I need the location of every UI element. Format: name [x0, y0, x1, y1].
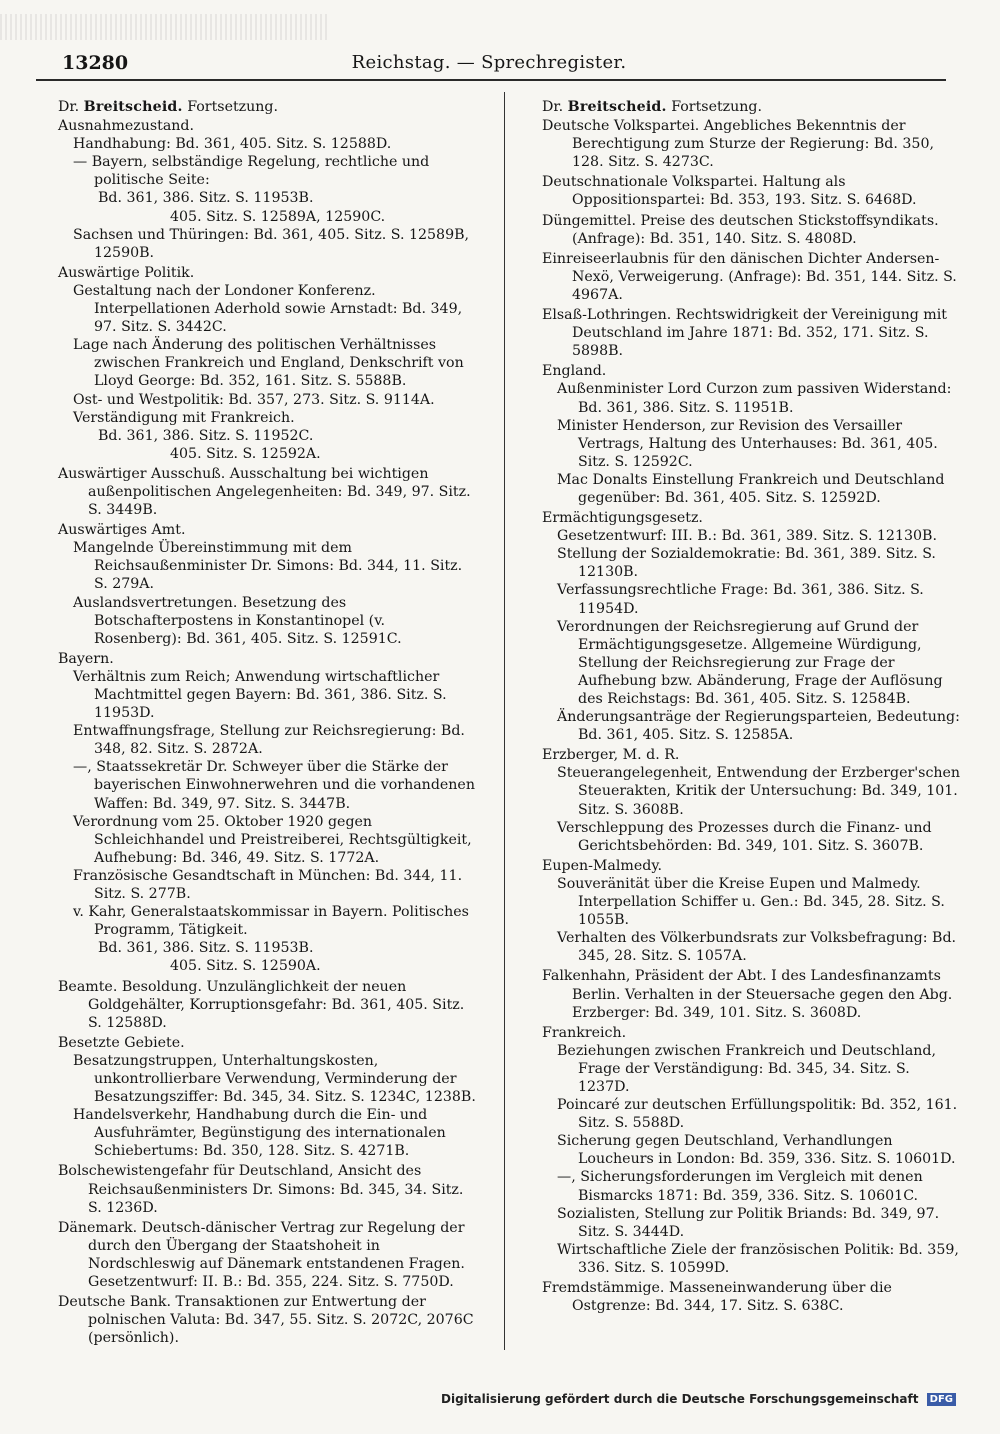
register-entry	[542, 857, 964, 966]
subentry-line: Handelsverkehr, Handhabung durch die Ein- und Ausfuhrämter, Begünstigung des internationalen Schiebertums: Bd. 350, 128. Sitz. S. 4271B.	[73, 1107, 446, 1160]
register-entry	[542, 306, 964, 360]
register-entry	[58, 1293, 476, 1347]
entry-keyword: Dänemark. Deutsch-dänischer Vertrag zur Regelung der durch den Übergang der Staatshoheit in Nordschleswig auf Dänemark entstandenen Fragen. Gesetzentwurf: II. B.: Bd. 355, 224. Sitz. S. 7750D.	[58, 1219, 465, 1290]
entry-keyword: Frankreich.	[542, 1024, 627, 1041]
subentry-line: —, Staatssekretär Dr. Schweyer über die Stärke der bayerischen Einwohnerwehren und die vorhandenen Waffen: Bd. 349, 97. Sitz. S. 3447B.	[73, 759, 475, 812]
register-entry	[58, 1162, 476, 1216]
continuation-note: Fortsetzung.	[671, 99, 763, 115]
entry-keyword: Deutschnationale Volkspartei. Haltung als Oppositionspartei: Bd. 353, 193. Sitz. S. 6468D.	[542, 174, 917, 209]
register-entry	[58, 978, 476, 1032]
citation-line: 405. Sitz. S. 12592A.	[170, 445, 321, 462]
column-divider	[504, 92, 505, 1350]
subentry-line: Poincaré zur deutschen Erfüllungspolitik: Bd. 352, 161. Sitz. S. 5588D.	[557, 1097, 958, 1132]
name-prefix: Dr.	[542, 99, 564, 115]
register-entry	[58, 1219, 476, 1291]
subentry-line: Minister Henderson, zur Revision des Versailler Vertrags, Haltung des Unterhauses: Bd. 361, 405. Sitz. S. 12592C.	[557, 417, 938, 470]
running-title: Reichstag. — Sprechregister.	[351, 52, 627, 73]
subentry-line: Lage nach Änderung des politischen Verhältnisses zwischen Frankreich und England, Denkschrift von Lloyd George: Bd. 352, 161. Sitz. S. 5588B.	[73, 337, 464, 390]
subentry-line: Beziehungen zwischen Frankreich und Deutschland, Frage der Verständigung: Bd. 345, 34. Sitz. S. 1237D.	[557, 1042, 937, 1095]
speaker-name: Breitscheid.	[83, 99, 183, 115]
register-entry	[542, 967, 964, 1021]
left-column	[58, 98, 476, 1349]
subentry-line: Verordnung vom 25. Oktober 1920 gegen Schleichhandel und Preistreiberei, Rechtsgültigkeit, Aufhebung: Bd. 346, 49. Sitz. S. 1772A.	[73, 813, 472, 866]
subentry-line: —, Sicherungsforderungen im Vergleich mit denen Bismarcks 1871: Bd. 359, 336. Sitz. S. 10601C.	[557, 1169, 923, 1204]
subentry-line: Verschleppung des Prozesses durch die Finanz- und Gerichtsbehörden: Bd. 349, 101. Sitz. S. 3607B.	[557, 819, 932, 854]
citation-line: Bd. 361, 386. Sitz. S. 11952C.	[98, 427, 314, 444]
register-entry	[542, 117, 964, 171]
continuation-note: Fortsetzung.	[187, 99, 279, 115]
subentry-line: Steuerangelegenheit, Entwendung der Erzberger'schen Steuerakten, Kritik der Untersuchung: Bd. 349, 101. Sitz. S. 3608B.	[557, 765, 961, 818]
subentry-line: Mac Donalts Einstellung Frankreich und Deutschland gegenüber: Bd. 361, 405. Sitz. S. 12592D.	[557, 471, 945, 506]
citation-line: 405. Sitz. S. 12590A.	[170, 958, 321, 975]
subentry-line: Handhabung: Bd. 361, 405. Sitz. S. 12588D.	[73, 136, 392, 153]
subentry-line: Französische Gesandtschaft in München: Bd. 344, 11. Sitz. S. 277B.	[73, 867, 463, 903]
entry-keyword: Auswärtiger Ausschuß. Ausschaltung bei wichtigen außenpolitischen Angelegenheiten: Bd. 349, 97. Sitz. S. 3449B.	[58, 465, 471, 519]
subentry-line: Sicherung gegen Deutschland, Verhandlungen Loucheurs in London: Bd. 359, 336. Sitz. S. 10601D.	[557, 1133, 956, 1168]
entry-keyword: Besetzte Gebiete.	[58, 1034, 185, 1051]
register-entry	[542, 250, 964, 304]
subentry-line: Entwaffnungsfrage, Stellung zur Reichsregierung: Bd. 348, 82. Sitz. S. 2872A.	[73, 723, 465, 758]
subentry-line: Besatzungstruppen, Unterhaltungskosten, unkontrollierbare Verwendung, Verminderung der Besatzungsziffer: Bd. 345, 34. Sitz. S. 1234C, 1238B.	[73, 1052, 476, 1106]
entry-keyword: England.	[542, 363, 607, 380]
register-entry	[542, 1279, 964, 1315]
entry-list	[58, 117, 476, 1347]
entry-keyword: Düngemittel. Preise des deutschen Stickstoffsyndikats. (Anfrage): Bd. 351, 140. Sitz. S. 4808D.	[542, 212, 939, 247]
entry-keyword: Erzberger, M. d. R.	[542, 747, 680, 764]
citation-line: Bd. 361, 386. Sitz. S. 11953B.	[98, 940, 314, 957]
right-column	[542, 98, 964, 1317]
entry-keyword: Elsaß-Lothringen. Rechtswidrigkeit der Vereinigung mit Deutschland im Jahre 1871: Bd. 352, 171. Sitz. S. 5898B.	[542, 307, 947, 360]
continuation-heading	[542, 98, 964, 116]
entry-keyword: Ermächtigungsgesetz.	[542, 510, 703, 527]
entry-keyword: Falkenhahn, Präsident der Abt. I des Landesfinanzamts Berlin. Verhalten in der Steuersache gegen den Abg. Erzberger: Bd. 349, 101. Sitz. S. 3608D.	[542, 968, 953, 1021]
subentry-line: Stellung der Sozialdemokratie: Bd. 361, 389. Sitz. S. 12130B.	[557, 546, 936, 581]
register-entry	[58, 264, 476, 463]
subentry-line: — Bayern, selbständige Regelung, rechtliche und politische Seite:	[73, 154, 430, 189]
register-entry	[58, 1034, 476, 1161]
citation-line: 405. Sitz. S. 12589A, 12590C.	[170, 208, 386, 225]
register-entry	[58, 650, 476, 976]
entry-keyword: Einreiseerlaubnis für den dänischen Dichter Andersen-Nexö, Verweigerung. (Anfrage): Bd. 351, 144. Sitz. S. 4967A.	[542, 250, 957, 303]
entry-keyword: Ausnahmezustand.	[58, 118, 195, 135]
entry-keyword: Fremdstämmige. Masseneinwanderung über die Ostgrenze: Bd. 344, 17. Sitz. S. 638C.	[542, 1280, 892, 1315]
subentry-line: Auslandsvertretungen. Besetzung des Botschafterpostens in Konstantinopel (v. Rosenberg): Bd. 361, 405. Sitz. S. 12591C.	[73, 594, 402, 647]
register-entry	[58, 117, 476, 262]
subentry-line: v. Kahr, Generalstaatskommissar in Bayern. Politisches Programm, Tätigkeit.	[73, 904, 469, 939]
entry-keyword: Bayern.	[58, 650, 114, 667]
subentry-line: Sozialisten, Stellung zur Politik Briands: Bd. 349, 97. Sitz. S. 3444D.	[557, 1205, 940, 1240]
continuation-heading	[58, 98, 476, 116]
funding-footer	[441, 1392, 956, 1406]
dfg-logo-icon: DFG	[927, 1393, 956, 1406]
subentry-line: Sachsen und Thüringen: Bd. 361, 405. Sitz. S. 12589B, 12590B.	[73, 226, 470, 261]
subentry-line: Gesetzentwurf: III. B.: Bd. 361, 389. Sitz. S. 12130B.	[557, 528, 937, 545]
entry-keyword: Beamte. Besoldung. Unzulänglichkeit der neuen Goldgehälter, Korruptionsgefahr: Bd. 361, 405. Sitz. S. 12588D.	[58, 978, 465, 1031]
register-entry	[58, 465, 476, 519]
subentry-line: Gestaltung nach der Londoner Konferenz. Interpellationen Aderhold sowie Arnstadt: Bd. 349, 97. Sitz. S. 3442C.	[73, 282, 463, 336]
subentry-line: Verfassungsrechtliche Frage: Bd. 361, 386. Sitz. S. 11954D.	[557, 582, 924, 617]
entry-keyword: Auswärtige Politik.	[58, 264, 195, 281]
citation-line: Bd. 361, 386. Sitz. S. 11953B.	[98, 190, 314, 207]
subentry-line: Wirtschaftliche Ziele der französischen Politik: Bd. 359, 336. Sitz. S. 10599D.	[557, 1241, 959, 1276]
page-number: 13280	[62, 52, 129, 74]
footer-text: Digitalisierung gefördert durch die Deutsche Forschungsgemeinschaft	[441, 1392, 919, 1406]
subentry-line: Ost- und Westpolitik: Bd. 357, 273. Sitz. S. 9114A.	[73, 391, 435, 408]
register-entry	[542, 509, 964, 744]
entry-keyword: Deutsche Volkspartei. Angebliches Bekenntnis der Berechtigung zum Sturze der Regierung: Bd. 350, 128. Sitz. S. 4273C.	[542, 118, 934, 171]
register-entry	[542, 212, 964, 248]
subentry-line: Verhältnis zum Reich; Anwendung wirtschaftlicher Machtmittel gegen Bayern: Bd. 361, 386. Sitz. S. 11953D.	[73, 668, 447, 722]
register-entry	[542, 1024, 964, 1277]
register-entry	[542, 173, 964, 209]
subentry-line: Außenminister Lord Curzon zum passiven Widerstand: Bd. 361, 386. Sitz. S. 11951B.	[557, 381, 952, 416]
entry-keyword: Auswärtiges Amt.	[58, 522, 186, 539]
header-rule	[36, 79, 946, 81]
subentry-line: Verordnungen der Reichsregierung auf Grund der Ermächtigungsgesetze. Allgemeine Würdigung, Stellung der Reichsregierung zur Frage der Aufhebung bzw. Abänderung, Frage der Auflösung des Reichstags: Bd. 361, 405. Sitz. S. 12584B.	[557, 618, 943, 707]
register-entry	[542, 746, 964, 855]
register-entry	[542, 362, 964, 507]
entry-list	[542, 117, 964, 1315]
speaker-name: Breitscheid.	[567, 99, 667, 115]
page-header	[36, 52, 942, 78]
subentry-line: Mangelnde Übereinstimmung mit dem Reichsaußenminister Dr. Simons: Bd. 344, 11. Sitz. S. 279A.	[73, 540, 463, 593]
scan-artifact	[0, 14, 330, 40]
subentry-line: Änderungsanträge der Regierungsparteien, Bedeutung: Bd. 361, 405. Sitz. S. 12585A.	[557, 709, 960, 744]
subentry-line: Souveränität über die Kreise Eupen und Malmedy. Interpellation Schiffer u. Gen.: Bd. 345, 28. Sitz. S. 1055B.	[557, 875, 945, 929]
entry-keyword: Bolschewistengefahr für Deutschland, Ansicht des Reichsaußenministers Dr. Simons: Bd. 345, 34. Sitz. S. 1236D.	[58, 1163, 464, 1216]
register-entry	[58, 521, 476, 648]
subentry-line: Verhalten des Völkerbundsrats zur Volksbefragung: Bd. 345, 28. Sitz. S. 1057A.	[557, 930, 957, 965]
name-prefix: Dr.	[58, 99, 80, 115]
entry-keyword: Deutsche Bank. Transaktionen zur Entwertung der polnischen Valuta: Bd. 347, 55. Sitz. S. 2072C, 2076C (persönlich).	[58, 1294, 474, 1347]
subentry-line: Verständigung mit Frankreich.	[73, 409, 295, 426]
entry-keyword: Eupen-Malmedy.	[542, 857, 662, 874]
